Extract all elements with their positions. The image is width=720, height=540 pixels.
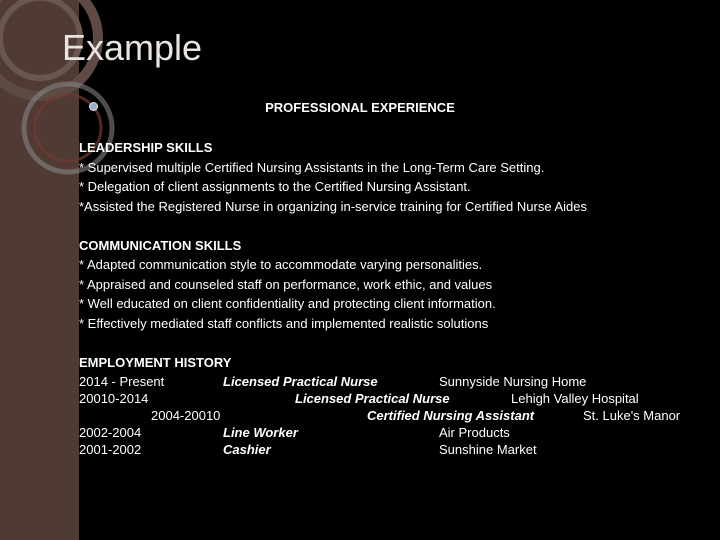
- leadership-heading: LEADERSHIP SKILLS: [79, 140, 213, 155]
- communication-item: * Appraised and counseled staff on performance, work ethic, and values: [79, 276, 493, 292]
- employment-role: Line Worker: [223, 425, 298, 440]
- employment-place: Sunnyside Nursing Home: [439, 374, 587, 389]
- employment-row: [79, 389, 639, 406]
- leadership-item: *Assisted the Registered Nurse in organizing in-service training for Certified Nurse Aides: [79, 198, 587, 214]
- section-title: PROFESSIONAL EXPERIENCE: [265, 100, 455, 115]
- employment-row: [79, 406, 681, 423]
- employment-dates: 20010-2014: [79, 391, 149, 406]
- communication-heading: COMMUNICATION SKILLS: [79, 237, 242, 253]
- employment-row: [79, 372, 587, 389]
- resume-body: [79, 138, 681, 457]
- employment-place: Lehigh Valley Hospital: [511, 391, 639, 406]
- employment-role: Licensed Practical Nurse: [223, 374, 378, 389]
- employment-heading: EMPLOYMENT HISTORY: [79, 354, 232, 370]
- communication-item: * Adapted communication style to accommodate varying personalities.: [79, 257, 483, 272]
- employment-place: Air Products: [439, 425, 510, 440]
- employment-dates: 2004-20010: [151, 408, 221, 423]
- employment-role: Cashier: [223, 442, 271, 457]
- leadership-item: * Delegation of client assignments to the Certified Nursing Assistant.: [79, 179, 471, 194]
- employment-dates: 2001-2002: [79, 442, 142, 457]
- communication-item: * Effectively mediated staff conflicts and implemented realistic solutions: [79, 315, 489, 331]
- employment-place: Sunshine Market: [439, 442, 537, 457]
- leadership-item: * Supervised multiple Certified Nursing Assistants in the Long-Term Care Setting.: [79, 159, 545, 175]
- communication-item: * Well educated on client confidentiality and protecting client information.: [79, 296, 496, 311]
- employment-dates: 2014 - Present: [79, 374, 165, 389]
- employment-place: St. Luke's Manor: [583, 408, 681, 423]
- employment-row: [79, 440, 587, 457]
- employment-role: Licensed Practical Nurse: [295, 391, 450, 406]
- employment-role: Certified Nursing Assistant: [367, 408, 535, 423]
- employment-dates: 2002-2004: [79, 425, 142, 440]
- employment-row: [79, 423, 587, 440]
- slide-title: Example: [62, 27, 203, 68]
